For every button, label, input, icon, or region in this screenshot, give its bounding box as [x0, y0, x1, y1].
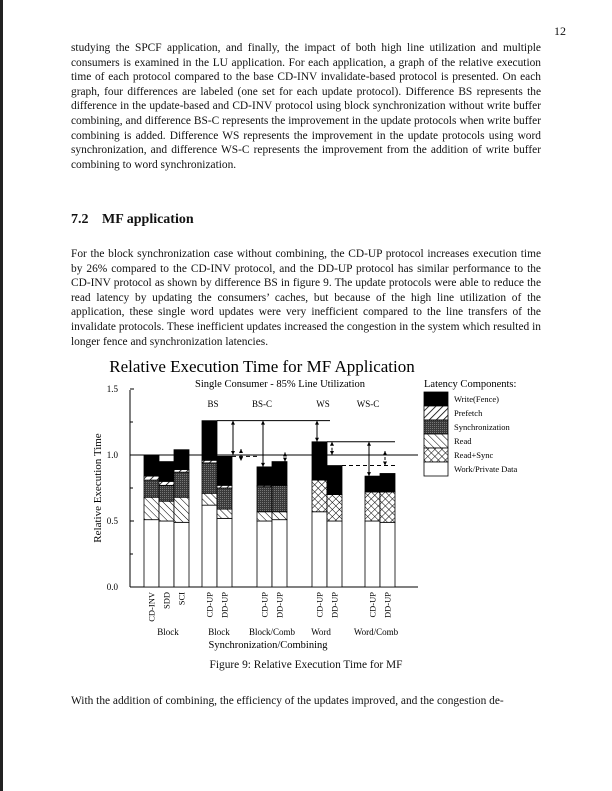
segment-work-private-data [217, 518, 232, 587]
bar-dd-up [272, 462, 287, 587]
x-tick-label: CD-UP [367, 592, 378, 618]
page-number: 12 [554, 24, 566, 38]
segment-write-fence- [312, 442, 327, 480]
segment-work-private-data [257, 521, 272, 587]
segment-write-fence- [144, 455, 159, 476]
segment-write-fence- [272, 462, 287, 486]
segment-synchronization [217, 488, 232, 509]
legend-swatch [424, 434, 448, 448]
x-axis-category-labels [147, 591, 393, 622]
stacked-bars [144, 421, 395, 587]
figure-caption: Figure 9: Relative Execution Time for MF [209, 659, 403, 671]
bar-cd-up [202, 421, 217, 587]
y-tick-label: 1.0 [106, 450, 118, 460]
group-label: Word [311, 627, 331, 637]
bar-dd-up [380, 473, 395, 587]
legend-swatch [424, 462, 448, 476]
segment-synchronization [202, 463, 217, 493]
group-label: Block [208, 627, 230, 637]
y-tick-label: 0.5 [106, 516, 118, 526]
segment-work-private-data [380, 522, 395, 587]
segment-write-fence- [174, 450, 189, 470]
bar-dd-up [217, 456, 232, 587]
segment-read [217, 509, 232, 518]
x-tick-label: CD-UP [204, 592, 215, 618]
difference-label-ws: WS [316, 399, 330, 409]
legend-label: Read+Sync [454, 450, 494, 460]
legend-swatch [424, 420, 448, 434]
difference-labels [207, 399, 379, 409]
segment-read [272, 512, 287, 520]
y-axis-label: Relative Execution Time [92, 433, 104, 543]
x-tick-label: CD-UP [259, 592, 270, 618]
segment-synchronization [272, 485, 287, 511]
x-tick-label: SCI [176, 592, 187, 606]
segment-work-private-data [327, 521, 342, 587]
segment-write-fence- [380, 473, 395, 491]
segment-prefetch [144, 476, 159, 480]
group-label: Block [157, 627, 179, 637]
x-axis-label: Synchronization/Combining [208, 640, 328, 651]
bar-sdd [159, 462, 174, 587]
x-tick-label: DD-UP [382, 592, 393, 618]
x-tick-label: CD-INV [146, 592, 157, 622]
segment-write-fence- [217, 456, 232, 485]
bar-sci [174, 450, 189, 587]
segment-synchronization [159, 485, 174, 501]
bar-cd-up [312, 442, 327, 587]
segment-read [202, 493, 217, 505]
segment-read [144, 497, 159, 519]
paragraph-continuation: With the addition of combining, the efficiency of the updates improved, and the congestion de- [71, 695, 504, 707]
segment-synchronization [257, 487, 272, 512]
chart-subtitle: Single Consumer - 85% Line Utilization [194, 379, 366, 390]
segment-read [159, 501, 174, 521]
bar-cd-inv [144, 455, 159, 587]
segment-read-sync [312, 480, 327, 512]
x-tick-label: DD-UP [274, 592, 285, 618]
segment-synchronization [144, 480, 159, 497]
segment-read-sync [380, 492, 395, 522]
section-title: MF application [102, 212, 194, 227]
segment-work-private-data [202, 505, 217, 587]
chart-title: Relative Execution Time for MF Application [109, 357, 415, 376]
segment-read [257, 512, 272, 521]
x-tick-label: CD-UP [314, 592, 325, 618]
group-label: Block/Comb [248, 627, 296, 637]
segment-work-private-data [144, 520, 159, 587]
segment-work-private-data [174, 522, 189, 587]
difference-label-bs-c: BS-C [251, 399, 273, 409]
y-tick-label: 0.0 [106, 582, 118, 592]
segment-write-fence- [327, 466, 342, 495]
chart-legend [424, 392, 518, 476]
x-tick-label: DD-UP [329, 592, 340, 618]
legend-label: Write(Fence) [454, 394, 499, 404]
segment-read-sync [365, 492, 380, 521]
x-axis-group-labels [157, 627, 398, 637]
legend-swatch [424, 406, 448, 420]
bar-dd-up [327, 466, 342, 587]
section-heading [71, 212, 194, 228]
x-tick-label: SDD [161, 592, 172, 610]
segment-prefetch [159, 481, 174, 485]
segment-work-private-data [365, 521, 380, 587]
group-label: Word/Comb [353, 627, 399, 637]
bar-cd-up [257, 467, 272, 587]
segment-work-private-data [312, 512, 327, 587]
segment-write-fence- [257, 467, 272, 485]
difference-label-ws-c: WS-C [356, 399, 380, 409]
segment-synchronization [174, 472, 189, 497]
x-tick-label: DD-UP [219, 592, 230, 618]
section-number: 7.2 [71, 212, 89, 227]
segment-work-private-data [159, 521, 174, 587]
legend-label: Read [454, 436, 472, 446]
segment-read [174, 497, 189, 522]
segment-read-sync [327, 495, 342, 521]
y-tick-label: 1.5 [106, 384, 118, 394]
legend-swatch [424, 392, 448, 406]
segment-work-private-data [272, 520, 287, 587]
segment-write-fence- [202, 421, 217, 461]
paragraph-mf-block: For the block synchronization case without combining, the CD-UP protocol increases execution time by 26% compared to the CD-INV protocol, and the DD-UP protocol has similar performance to the CD-INV protocol as shown by difference BS in figure 9. The update protocols were able to reduce the read latency by updating the consumers’ caches, but because of the high line utilization of the application, these single word updates were very inefficient compared to the line transfers of the invalidate protocols. These inefficient updates increased the congestion in the system which resulted in longer fence and synchronization latencies. [71, 248, 541, 348]
segment-write-fence- [159, 462, 174, 482]
difference-label-bs: BS [207, 399, 219, 409]
legend-title: Latency Components: [424, 379, 517, 390]
legend-label: Synchronization [454, 422, 510, 432]
legend-swatch [424, 448, 448, 462]
page-edge [0, 0, 3, 791]
paragraph-intro: studying the SPCF application, and finally, the impact of both high line utilization and multiple consumers is examined in the LU application. For each application, a graph of the relative execution time of each protocol compared to the base CD-INV invalidate-based protocol is presented. On each graph, four differences are labeled (one set for each update protocol). Difference BS represents the difference in the update-based and CD-INV protocol using block synchronization without write buffer combining, and difference BS-C represents the improvement in the update protocols when write buffer combining is added. Difference WS represents the improvement in the update protocols using word synchronization, and difference WS-C represents the improvement from the addition of write buffer combining to word synchronization. [71, 42, 541, 171]
segment-write-fence- [365, 476, 380, 492]
legend-label: Prefetch [454, 408, 483, 418]
bar-cd-up [365, 476, 380, 587]
legend-label: Work/Private Data [454, 464, 518, 474]
